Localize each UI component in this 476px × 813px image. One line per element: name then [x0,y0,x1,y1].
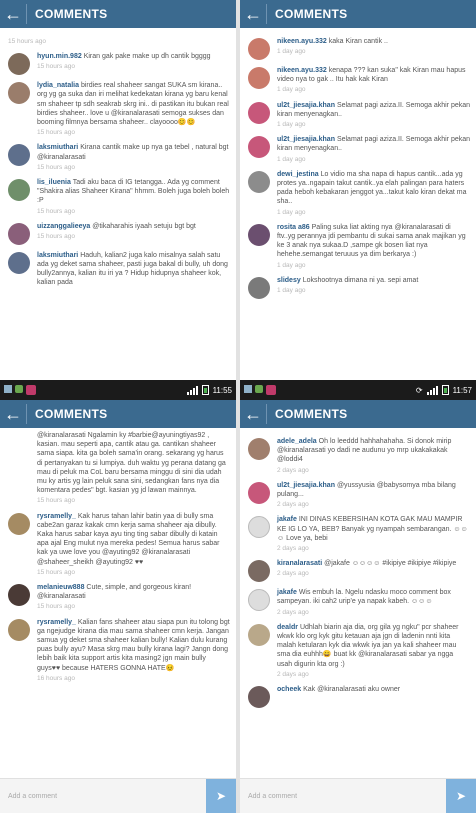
comment-text: kaka Kiran cantik .. [328,38,388,45]
comment-timestamp: 2 days ago [277,670,309,678]
comment-item [0,219,236,248]
comment-timestamp: 2 days ago [277,608,309,616]
avatar[interactable] [8,223,30,245]
comment-text: Selamat pagi aziza.II. Semoga akhir pekan kiran menyenagkan.. [277,101,471,118]
avatar[interactable] [248,589,270,611]
comment-timestamp: 1 day ago [277,86,306,94]
comments-header [240,0,476,28]
comment-text: INI DINAS KEBERSIHAN KOTA GAK MAU MAMPIR KE IG LO YA, BEB? Banyak yg nyampah sembarangan. ☺☺☺ Love ya, bebi [277,516,468,542]
comment-text: birdies real shaheer sangat SUKA sm kirana.. org yg ga suka dan iri melihat kedekatan kirana yg baru kenal sm shaheer tp sdh seakrab skrg ini.. di pastikan itu bukan real birdies shaheer.. love u @kiranalarasati semoga sukses dan booming filmnya bersama shaheer.. clayoooo😊😊 [37,82,229,127]
comment-timestamp: 2 days ago [277,466,309,474]
instagram-icon [26,385,36,395]
comments-panel-1 [0,0,236,380]
comments-title: COMMENTS [275,7,348,21]
comment-timestamp: 1 day ago [277,121,306,129]
back-arrow-icon[interactable]: ← [4,4,22,24]
comment-username[interactable]: kiranalarasati [277,560,323,568]
comment-list[interactable] [240,428,476,779]
chat-icon [255,385,263,393]
comment-item [240,434,476,478]
header-divider [266,404,267,424]
comment-username[interactable]: rysramelly_ [37,618,76,626]
avatar[interactable] [8,144,30,166]
avatar[interactable] [248,38,270,60]
comment-username[interactable]: laksmiuthari [37,144,79,152]
comment-item [240,98,476,133]
comment-timestamp: 15 hours ago [37,129,75,137]
comment-item [0,580,236,615]
comment-username[interactable]: slidesy [277,276,301,284]
comments-panel-3 [0,400,236,813]
comment-username[interactable]: ul2t_jiesajia.khan [277,101,335,109]
comment-timestamp: 15 hours ago [8,38,46,45]
comment-composer [0,778,236,813]
signal-icon [427,385,438,395]
comment-item [0,509,236,580]
comment-username[interactable]: nikeen.ayu.332 [277,67,327,74]
comment-item [240,556,476,585]
sync-icon: ⟳ [415,385,423,395]
comment-text: Paling suka liat akting nya @kiranalarasati di ftv..yg perannya jdi pembantu di sukai sama anak majikan yg ke 3 anak nya sukaa.D ,sampe gk bosen liat nya hehehe.semangat teruuus ya dim berkarya :) [277,223,466,259]
instagram-icon [266,385,276,395]
comment-item [240,220,476,273]
header-divider [26,404,27,424]
comment-username[interactable]: jakafe [277,516,297,524]
avatar[interactable] [248,438,270,460]
avatar[interactable] [8,584,30,606]
comment-item [0,28,236,49]
avatar[interactable] [8,53,30,75]
comment-text: @kiranalarasati Ngalamin ky #barbie@ayuningtiyas92 , kasian. mau seperti apa, cantik atau ga. cantikan shaheer sama siapa. kita ga boleh sama'in orang. sekarang yg harus di pertanyakan tu si lumpiya. duh waktu yg perana datang ga mau di peluk ma CoL baru bersama minggu di sini dia udah mu ky artis yg lain peluk sana sini, sedangkan fans nya dia komentara pedes" bgt. kasian yg jd lawan mainnya. [37,432,226,495]
avatar[interactable] [248,277,270,299]
comment-item [240,63,476,98]
comment-username[interactable]: hyun.min.982 [37,53,82,61]
comment-text: Udhlah biarin aja dia, org gila yg ngku" pcr shaheer wkwk klo org kyk gitu ketauan aja jgn di ladenin nnti kita malah ketularan kyk dia wkwk iya jan ya kali shaheer mau sma dia euhhh😄 buat kk @kiranalarasati sabar ya ngga usah digurin kta org :) [277,623,459,668]
comment-item [0,615,236,686]
avatar[interactable] [8,619,30,641]
comment-timestamp: 2 days ago [277,501,309,509]
comment-item [0,175,236,219]
comment-text: Lo vidio ma sha napa di hapus cantik...ada yg protes ya..ngapain takut cantik..ya elah palingan para haters pada heboh kebakaran jenggot ya...takut kalo kiran dekat ma sha.. [277,170,467,206]
comment-username[interactable]: laksmiuthari [37,251,79,259]
clock: 11:57 [452,385,472,395]
comment-timestamp: 1 day ago [277,48,306,56]
comment-composer [240,778,476,813]
comment-timestamp: 1 day ago [277,208,306,216]
send-button[interactable] [206,779,236,813]
send-arrow-icon: ➤ [215,789,227,803]
gallery-icon [4,385,12,393]
comment-username[interactable]: dewi_jestina [277,170,319,178]
comment-item [240,273,476,302]
comment-text: Selamat pagi aziza.II. Semoga akhir pekan kiran menyenagkan.. [277,136,471,153]
back-arrow-icon[interactable]: ← [244,4,262,24]
battery-icon [202,385,209,395]
header-divider [26,4,27,24]
comment-list[interactable] [0,428,236,779]
comment-text: Cute, simple, and gorgeous kiran! @kiranalarasati [37,584,192,601]
comments-title: COMMENTS [275,407,348,421]
status-bar [240,380,476,400]
comment-timestamp: 15 hours ago [37,603,75,611]
comments-panel-4 [240,400,476,813]
comment-text: Kak @kiranalarasati aku owner [303,686,401,694]
comment-text: Tadi aku baca di IG tetangga.. Ada yg comment "Shakira alias Shaheer Kirana" hhmm. Boleh juga boleh boleh :P [37,179,230,205]
comment-item [0,49,236,78]
status-bar [0,380,236,400]
comment-username[interactable]: melanieuw888 [37,584,85,592]
signal-icon [187,385,198,395]
comment-text: Kirana cantik make up nya ga tebel , natural bgt @kiranalarasati [37,144,229,161]
avatar[interactable] [248,560,270,582]
comment-text: kenapa ??? kan suka" kak Kiran mau hapus video nya to gak .. Itu hak kak Kiran [277,67,466,84]
comment-text: Kak harus tahan lahir batin yaa di bully sma cabe2an garaz kakak cmn kerja sama shaheer aja dibully. Kaka harus sabar kaya ayu ting ting sabar dibully di katain apa ajal Eng mulut nya mereka pedes! Semua harus sabar kak ya uwe love you @ayuting92 @kiranalarasati @shaheer_sheikh @ayuting92 ♥♥ [37,512,220,566]
comment-username[interactable]: lis_iluenia [37,179,71,187]
battery-icon [442,385,449,395]
comment-item [0,248,236,291]
comment-item [240,585,476,620]
comments-panel-2 [240,0,476,380]
avatar[interactable] [248,686,270,708]
comment-username[interactable]: lydia_natalia [37,82,80,90]
chat-icon [15,385,23,393]
comment-item [240,620,476,682]
clock: 11:55 [212,385,232,395]
comment-text: Oh lo leeddd hahhahahaha. Si donok mirip @kiranalarasati yo dadi ne audunu yo mrp ukakakakak @loddi4 [277,438,452,464]
comment-text: Lokshootnya dimana ni ya. sepi amat [302,276,419,284]
comments-header [240,400,476,428]
comment-text: @jakafe ☺☺☺☺ #ikipiye #ikipiye #ikipiye [324,560,457,568]
collage-divider [236,0,240,813]
comment-input[interactable]: Add a comment [248,792,298,800]
comment-username[interactable]: ul2t_jiesajia.khan [277,481,335,489]
comment-username[interactable]: uizzanggalieeya [37,222,91,230]
comment-item [240,132,476,167]
back-arrow-icon[interactable]: ← [4,404,22,424]
gallery-icon [244,385,252,393]
comments-header [0,400,236,428]
comment-item [0,140,236,175]
avatar[interactable] [8,252,30,274]
comment-text: @yussyusia @babysomya mba bilang pulang... [277,481,456,499]
comment-item [240,478,476,513]
comment-timestamp: 15 hours ago [37,63,75,71]
comment-list[interactable] [240,28,476,380]
comment-input[interactable]: Add a comment [8,792,58,800]
comment-username[interactable]: ocheek [277,686,302,694]
comment-item [240,34,476,63]
comment-text: Kiran gak pake make up dh cantik bgggg [83,53,211,61]
comment-text: Haduh, kalian2 juga kalo misalnya salah satu ada yg deket sama shaheer, pasti juga bakal di bully, uh dong bully2annya, kalian itu iri ya ? Hidup hidupnya shaheer kok, kalian pada [37,251,228,287]
comments-title: COMMENTS [35,7,108,21]
back-arrow-icon[interactable]: ← [244,404,262,424]
comment-text: Kalian fans shaheer atau siapa pun itu tolong bgt ga ngejudge kirana dia mau sama shaheer cmn kerja. Jangan samua yg deket sma shaheer kalian bully! Kalian dulu kurang puas bully ayu? Masa skrg mau bully kirana lagi? Jangn dong lebih baik kita support artis kita masing2 jgn main bully guys♥♥ because HATERS GONNA HATE😣 [37,618,230,672]
comment-username[interactable]: adele_adela [277,438,317,445]
comment-username[interactable]: rysramelly_ [37,512,76,520]
comment-timestamp: 1 day ago [277,261,306,269]
comment-username[interactable]: dealdr [277,623,299,631]
avatar[interactable] [248,516,270,538]
comment-username[interactable]: nikeen.ayu.332 [277,38,327,45]
comment-timestamp: 2 days ago [277,570,309,578]
send-button[interactable] [446,779,476,813]
comment-item [0,78,236,140]
comment-timestamp: 16 hours ago [37,674,75,682]
comment-timestamp: 2 days ago [277,545,309,553]
comment-item [240,682,476,711]
comment-text: Wis embuh la. Ngelu ndasku moco comment box sampeyan. iki cah2 urip'e ya napak kabeh. ☺☺☺ [277,589,451,606]
comment-timestamp: 1 day ago [277,155,306,163]
avatar[interactable] [248,136,270,158]
header-divider [266,4,267,24]
comment-username[interactable]: ul2t_jiesajia.khan [277,136,335,144]
comment-item [240,167,476,220]
avatar[interactable] [248,224,270,246]
comment-timestamp: 15 hours ago [37,163,75,171]
avatar[interactable] [248,482,270,504]
avatar[interactable] [8,82,30,104]
avatar[interactable] [8,513,30,535]
comments-header [0,0,236,28]
comment-item [0,428,236,509]
avatar[interactable] [248,171,270,193]
avatar[interactable] [248,624,270,646]
avatar[interactable] [248,102,270,124]
avatar[interactable] [248,67,270,89]
comment-username[interactable]: jakafe [277,589,297,597]
comment-text: @tikaharahis iyaah setuju bgt bgt [92,222,196,230]
comment-timestamp: 15 hours ago [37,497,75,505]
comment-timestamp: 1 day ago [277,287,306,295]
comment-timestamp: 15 hours ago [37,233,75,241]
comment-list[interactable] [0,28,236,380]
comment-timestamp: 15 hours ago [37,568,75,576]
comment-username[interactable]: rosita a86 [277,223,310,231]
comment-item [240,512,476,556]
avatar[interactable] [8,179,30,201]
comment-timestamp: 15 hours ago [37,207,75,215]
send-arrow-icon: ➤ [455,789,467,803]
comments-title: COMMENTS [35,407,108,421]
